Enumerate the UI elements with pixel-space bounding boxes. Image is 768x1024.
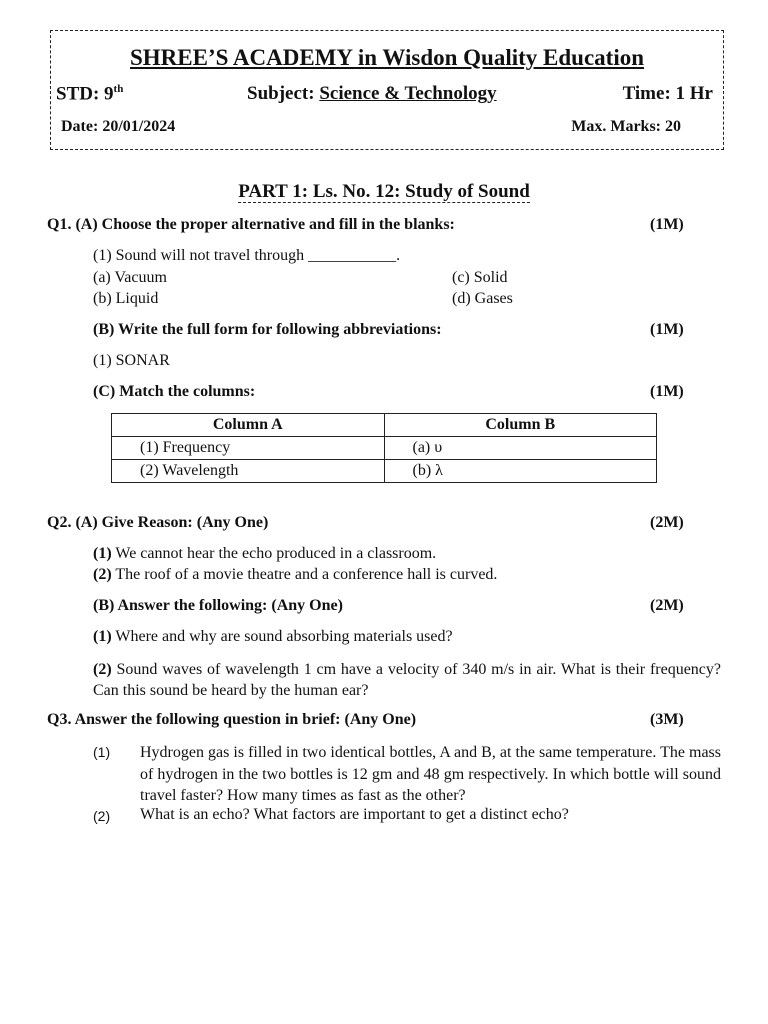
- q2a-item-2-num: (2): [93, 566, 112, 583]
- q2a-item-2: [93, 566, 497, 584]
- exam-date: Date: 20/01/2024: [61, 118, 176, 135]
- q2a-item-1: [93, 545, 436, 563]
- table-cell: (b) λ: [384, 460, 657, 483]
- q3-item-2-num: (2): [93, 808, 111, 824]
- q1-heading: Q1. (A) Choose the proper alternative and fill in the blanks:: [47, 216, 455, 233]
- q1-option-d: (d) Gases: [452, 290, 513, 307]
- std-superscript: th: [113, 83, 124, 95]
- q3-item-1-text: Hydrogen gas is filled in two identical bottles, A and B, at the same temperature. The mass of hydrogen in the two bottles is 12 gm and 48 gm respectively. In which bottle will sound travel faster? How many times as fast as the other?: [140, 744, 721, 804]
- q2b-item-2-text: Sound waves of wavelength 1 cm have a velocity of 340 m/s in air. What is their frequency? Can this sound be heard by the human ear?: [93, 661, 722, 699]
- q1b-item: (1) SONAR: [93, 352, 170, 369]
- table-header-row: [112, 414, 657, 437]
- q1-marks: (1M): [650, 216, 684, 233]
- part-title-text: PART 1: Ls. No. 12: Study of Sound: [238, 181, 530, 202]
- q1-option-c: (c) Solid: [452, 269, 508, 286]
- q2a-item-1-text: We cannot hear the echo produced in a classroom.: [115, 545, 437, 562]
- std-label: STD: 9: [56, 83, 114, 105]
- q1c-heading: (C) Match the columns:: [93, 383, 256, 400]
- q1-option-a: (a) Vacuum: [93, 269, 167, 286]
- q2-marks: (2M): [650, 514, 684, 531]
- q2b-item-2: [93, 659, 721, 701]
- q2b-item-1: [93, 628, 453, 646]
- subject-value: Science & Technology: [319, 83, 497, 104]
- q2b-item-2-num: (2): [93, 661, 112, 678]
- table-cell: (2) Wavelength: [112, 460, 385, 483]
- q2b-item-1-text: Where and why are sound absorbing materials used?: [115, 628, 453, 645]
- part-title: [0, 181, 768, 203]
- q2-heading: Q2. (A) Give Reason: (Any One): [47, 514, 269, 531]
- q1-option-b: (b) Liquid: [93, 290, 159, 307]
- q2b-item-1-num: (1): [93, 628, 112, 645]
- q1-question: (1) Sound will not travel through ___________.: [93, 247, 401, 264]
- q2b-heading: (B) Answer the following: (Any One): [93, 597, 343, 614]
- q2b-marks: (2M): [650, 597, 684, 614]
- q3-heading: Q3. Answer the following question in brief: (Any One): [47, 711, 417, 728]
- q3-marks: (3M): [650, 711, 684, 728]
- max-marks: Max. Marks: 20: [571, 118, 681, 135]
- q1c-marks: (1M): [650, 383, 684, 400]
- subject-label: Subject:: [247, 83, 315, 104]
- table-row: [112, 460, 657, 483]
- match-columns-table: [111, 413, 657, 483]
- table-cell: (a) υ: [384, 437, 657, 460]
- column-b-header: Column B: [384, 414, 657, 437]
- table-cell: (1) Frequency: [112, 437, 385, 460]
- q3-item-2-text: What is an echo? What factors are important to get a distinct echo?: [140, 806, 569, 823]
- exam-time: Time: 1 Hr: [622, 83, 713, 104]
- q1b-marks: (1M): [650, 321, 684, 338]
- header-box: [50, 30, 724, 150]
- standard: [56, 83, 123, 105]
- q3-item-1-num: (1): [93, 744, 111, 760]
- subject: [247, 83, 497, 105]
- column-a-header: Column A: [112, 414, 385, 437]
- q2a-item-2-text: The roof of a movie theatre and a conference hall is curved.: [115, 566, 498, 583]
- q2a-item-1-num: (1): [93, 545, 112, 562]
- table-row: [112, 437, 657, 460]
- school-name: SHREE’S ACADEMY in Wisdon Quality Education: [129, 45, 645, 70]
- q1b-heading: (B) Write the full form for following abbreviations:: [93, 321, 442, 338]
